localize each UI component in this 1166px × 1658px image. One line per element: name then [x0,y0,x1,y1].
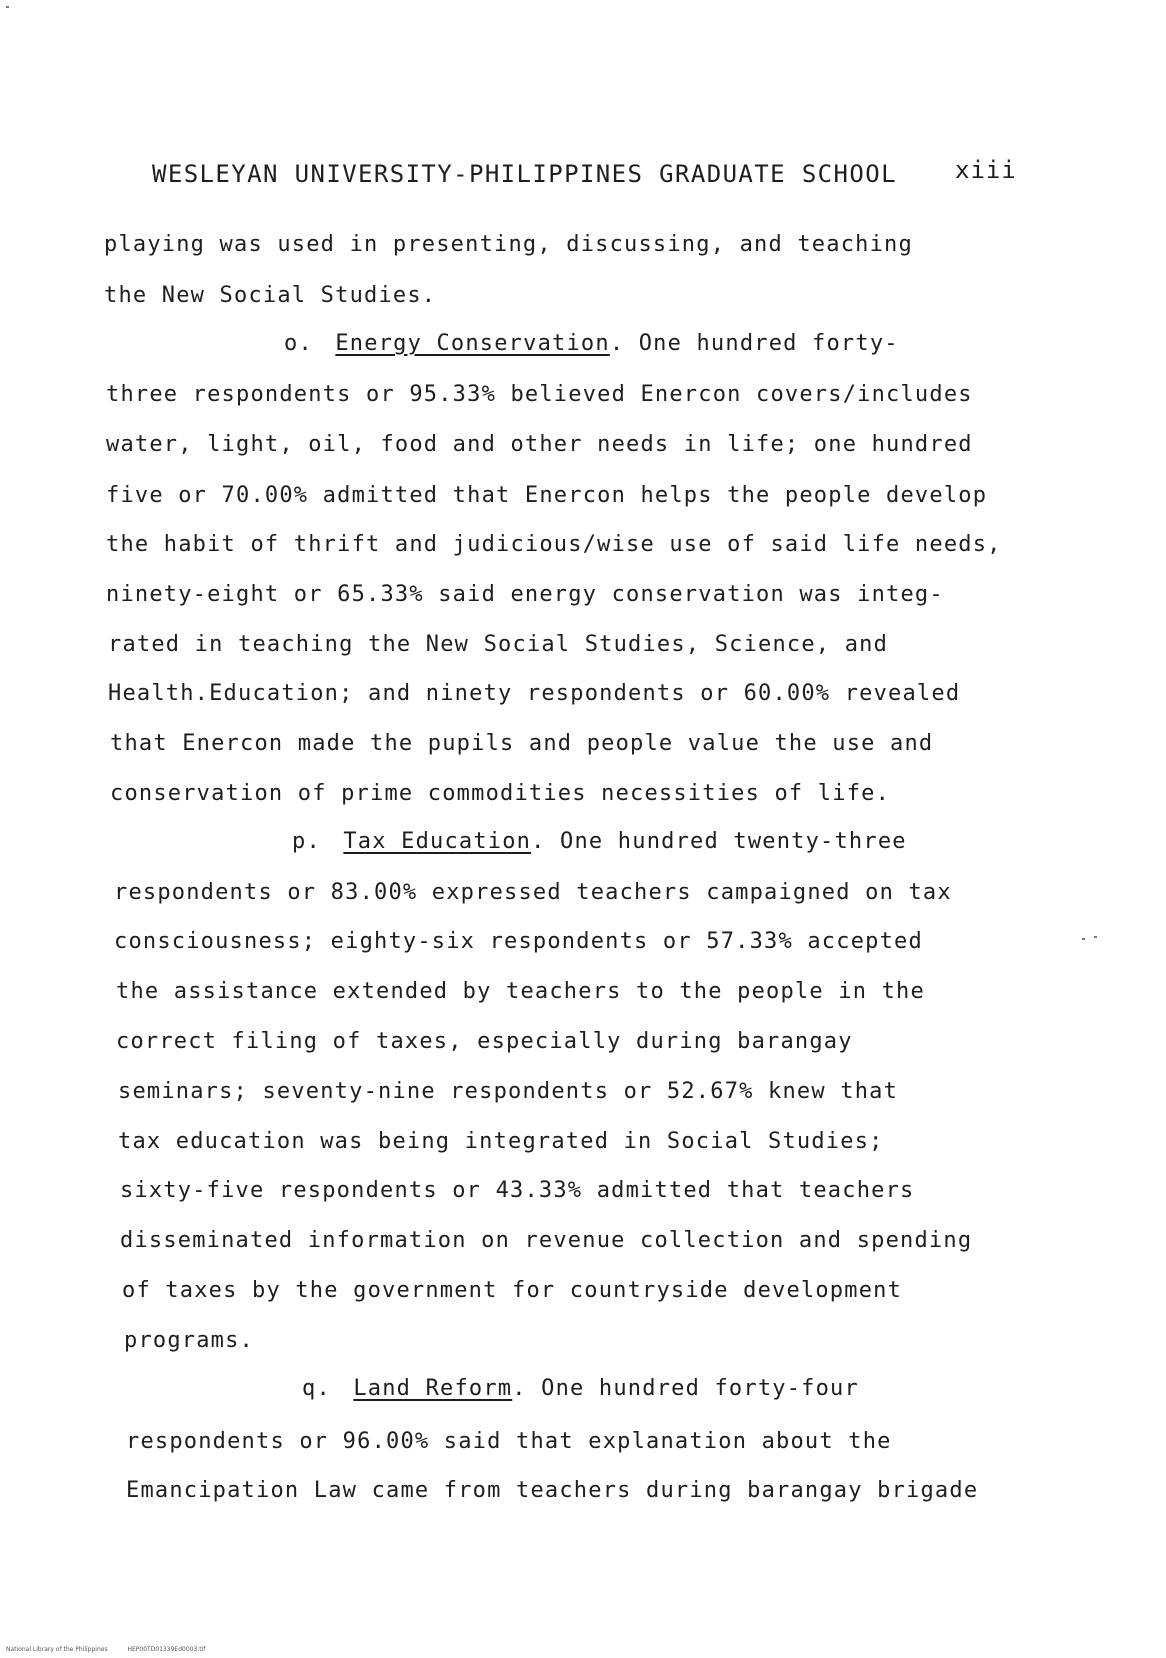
body-line: the assistance extended by teachers to the people in the [116,979,925,1004]
body-line: that Enercon made the pupils and people value the use and [110,731,934,756]
body-line: tax education was being integrated in Social Studies; [118,1129,884,1154]
section-q-first-line-text: . One hundred forty-four [512,1376,859,1401]
body-line: ninety-eight or 65.33% said energy conservation was integ- [106,582,944,607]
section-q-heading: Land Reform [353,1376,513,1401]
body-line: water, light, oil, food and other needs in life; one hundred [106,432,973,457]
body-line: sixty-five respondents or 43.33% admitted that teachers [120,1178,915,1203]
section-p-first-line [292,829,907,854]
body-line: consciousness; eighty-six respondents or 57.33% accepted [114,929,923,954]
scan-speck [1082,938,1085,940]
footer-file-id: HEP00TD01339Ed0003.tif [127,1646,206,1653]
body-line: seminars; seventy-nine respondents or 52.67% knew that [118,1079,899,1104]
body-line: respondents or 96.00% said that explanation about the [126,1429,892,1454]
body-line: rated in teaching the New Social Studies, Science, and [108,632,889,657]
body-line: the New Social Studies. [104,283,437,308]
section-p-heading: Tax Education [343,829,532,854]
body-line: Emancipation Law came from teachers during barangay brigade [126,1478,979,1503]
body-line: respondents or 83.00% expressed teachers campaigned on tax [114,880,952,905]
body-line: conservation of prime commodities necessities of life. [110,781,891,806]
section-o-first-line-text: . One hundred forty- [609,331,899,356]
body-line: of taxes by the government for countryside development [122,1278,903,1303]
section-p-letter: p. [292,829,321,854]
body-line: correct filing of taxes, especially during barangay [116,1029,853,1054]
body-line: disseminated information on revenue collection and spending [120,1228,973,1253]
section-q-letter: q. [302,1376,331,1401]
page-number: xiii [955,156,1017,184]
body-line: playing was used in presenting, discussing, and teaching [104,232,913,257]
body-line: programs. [124,1328,255,1353]
scan-speck [1094,936,1097,938]
body-line: the habit of thrift and judicious/wise use of said life needs, [106,532,1002,557]
body-line: three respondents or 95.33% believed Enercon covers/includes [106,382,973,407]
scan-speck [6,6,9,8]
page-header: WESLEYAN UNIVERSITY-PHILIPPINES GRADUATE SCHOOL [152,160,897,188]
section-o-letter: o. [284,331,313,356]
scan-footer [6,1646,223,1653]
body-line: Health.Education; and ninety respondents or 60.00% revealed [108,681,961,706]
body-line: five or 70.00% admitted that Enercon helps the people develop [106,483,988,508]
footer-library: National Library of the Philippines [6,1646,108,1653]
section-q-first-line [302,1376,859,1401]
section-p-first-line-text: . One hundred twenty-three [531,829,907,854]
section-o-first-line [284,331,899,356]
section-o-heading: Energy Conservation [335,331,610,356]
